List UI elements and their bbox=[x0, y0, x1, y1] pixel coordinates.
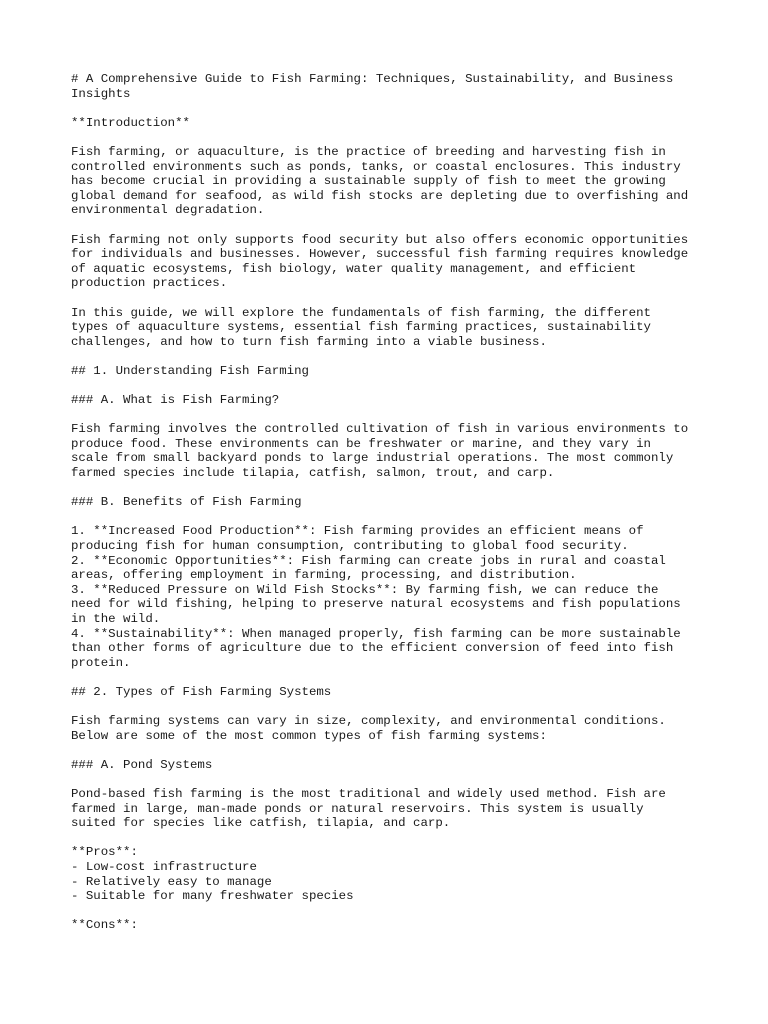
pros-list: **Pros**: - Low-cost infrastructure - Relatively easy to manage - Suitable for many freshwater species bbox=[71, 845, 354, 904]
benefits-list: 1. **Increased Food Production**: Fish farming provides an efficient means of producing fish for human consumption, contributing to global food security. 2. **Economic Opportunities**: Fish farming can create jobs in rural and coastal areas, offering employment in farming, processing, and distribution. 3. **Reduced Pressure on Wild Fish Stocks**: By farming fish, we can reduce the need for wild fishing, helping to preserve natural ecosystems and fish populations in the wild. 4. **Sustainability**: When managed properly, fish farming can be more sustainable than other forms of agriculture due to the efficient conversion of feed into fish protein. bbox=[71, 524, 681, 670]
intro-paragraph-1: Fish farming, or aquaculture, is the practice of breeding and harvesting fish in controlled environments such as ponds, tanks, or coastal enclosures. This industry has become crucial in providing a sustainable supply of fish to meet the growing global demand for seafood, as wild fish stocks are depleting due to overfishing and environmental degradation. bbox=[71, 144, 689, 218]
section-2-paragraph: Fish farming systems can vary in size, complexity, and environmental conditions. Below are some of the most common types of fish farming systems: bbox=[71, 714, 666, 743]
intro-paragraph-3: In this guide, we will explore the fundamentals of fish farming, the different types of aquaculture systems, essential fish farming practices, sustainability challenges, and how to turn fish farming into a viable business. bbox=[71, 305, 651, 349]
subsection-2a-paragraph: Pond-based fish farming is the most traditional and widely used method. Fish are farmed in large, man-made ponds or natural reservoirs. This system is usually suited for species like catfish, tilapia, and carp. bbox=[71, 787, 666, 831]
subsection-2a-heading: ### A. Pond Systems bbox=[71, 757, 213, 772]
subsection-1a-heading: ### A. What is Fish Farming? bbox=[71, 393, 280, 408]
subsection-1b-heading: ### B. Benefits of Fish Farming bbox=[71, 495, 302, 510]
introduction-heading: **Introduction** bbox=[71, 115, 190, 130]
document-page bbox=[71, 72, 711, 948]
section-2-heading: ## 2. Types of Fish Farming Systems bbox=[71, 684, 332, 699]
section-1-heading: ## 1. Understanding Fish Farming bbox=[71, 363, 309, 378]
cons-heading: **Cons**: bbox=[71, 918, 138, 933]
document-title: # A Comprehensive Guide to Fish Farming: Techniques, Sustainability, and Business Insights bbox=[71, 72, 674, 101]
intro-paragraph-2: Fish farming not only supports food security but also offers economic opportunities for individuals and businesses. However, successful fish farming requires knowledge of aquatic ecosystems, fish biology, water quality management, and efficient production practices. bbox=[71, 232, 689, 291]
subsection-1a-paragraph: Fish farming involves the controlled cultivation of fish in various environments to produce food. These environments can be freshwater or marine, and they vary in scale from small backyard ponds to large industrial operations. The most commonly farmed species include tilapia, catfish, salmon, trout, and carp. bbox=[71, 422, 689, 481]
